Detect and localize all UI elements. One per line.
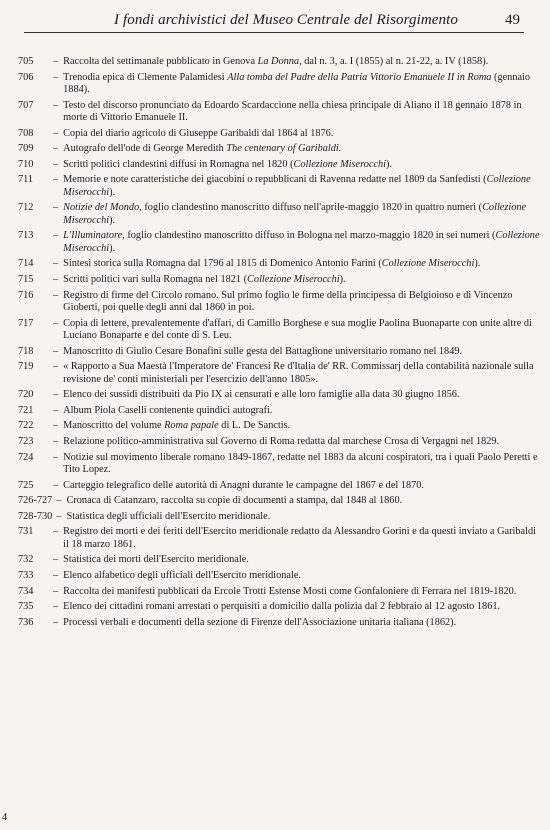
entry-dash: – <box>53 71 59 83</box>
entry-text-run: , foglio clandestino manoscritto diffuso in Bologna nel marzo-maggio 1820 in sei numeri ( <box>122 230 496 242</box>
entry-text <box>63 554 540 566</box>
entry-text <box>63 100 540 125</box>
entry-item <box>18 346 540 358</box>
entry-item <box>18 274 540 286</box>
entry-text-italic: Collezione Miserocchi <box>247 273 340 285</box>
entry-number: 736 <box>18 616 34 628</box>
entry-text <box>63 601 540 613</box>
entry-item <box>18 554 540 566</box>
entry-dash: – <box>53 554 59 566</box>
entry-text-run: Copia di lettere, prevalentemente d'affari, di Camillo Borghese e sua moglie Paolina Buonaparte con unite altre di Luciano Bonaparte e del conte di S. Leu. <box>63 317 532 341</box>
entry-item <box>18 174 540 199</box>
entry-text-run: ). <box>339 273 346 285</box>
entry-item <box>18 56 540 68</box>
entry-text <box>63 480 540 492</box>
entry-item <box>18 570 540 582</box>
entry-dash: – <box>53 258 59 270</box>
entry-dash: – <box>53 451 59 463</box>
entry-text <box>63 128 540 140</box>
entry-item <box>18 143 540 155</box>
entry-item <box>18 601 540 613</box>
entry-text-run: ). <box>109 186 116 198</box>
entry-dash: – <box>53 99 59 111</box>
entry-dash: – <box>53 230 59 242</box>
entry-text-run: Manoscritto di Giulio Cesare Bonafini sulle gesta del Battaglione universitario romano nel 1849. <box>63 345 463 357</box>
entry-text-run: Raccolta del settimanale pubblicato in Genova <box>63 56 258 67</box>
entry-text-run: Processi verbali e documenti della sezione di Firenze dell'Associazione unitaria italiana (1862). <box>63 616 457 628</box>
footer-mark: 4 <box>2 812 7 823</box>
entry-item <box>18 480 540 492</box>
entry-text <box>63 586 540 598</box>
entry-text <box>66 495 540 507</box>
entry-item <box>18 318 540 343</box>
entry-number: 715 <box>18 273 34 285</box>
entry-text-run: , dal n. 3, a. I (1855) al n. 21-22, a. IV (1858). <box>299 56 489 67</box>
entry-number: 724 <box>18 451 34 463</box>
entry-dash: – <box>53 361 59 373</box>
entry-item <box>18 159 540 171</box>
entry-item <box>18 389 540 401</box>
entry-text-italic: Collezione Miserocchi <box>293 158 387 170</box>
entry-number: 734 <box>18 585 34 597</box>
entry-number: 714 <box>18 258 34 270</box>
entry-item <box>18 290 540 315</box>
entry-text-run: Autografo dell'ode di George Meredith <box>63 143 227 155</box>
page-number: 49 <box>505 12 520 28</box>
entry-text-italic: Collezione Miserocchi <box>63 230 540 254</box>
entry-text <box>63 174 540 199</box>
entry-dash: – <box>53 569 59 581</box>
entry-item <box>18 202 540 227</box>
entry-text-run: « Rapporto a Sua Maestà l'Imperatore de' Francesi Re d'Italia de' RR. Commissarj della contabilità nazionale sulla revisione de' conti ministeriali per l'esercizio dell'anno 1805». <box>63 361 534 385</box>
entry-text-italic: Alla tomba del Padre della Patria Vittorio Emanuele II in Roma <box>227 71 492 83</box>
entry-dash: – <box>53 273 59 285</box>
entry-item <box>18 258 540 270</box>
entry-text <box>63 202 540 227</box>
entry-text-run: Copia del diario agricolo di Giuseppe Garibaldi dal 1864 al 1876. <box>63 127 334 139</box>
entry-number: 710 <box>18 158 34 170</box>
entry-item <box>18 420 540 432</box>
entry-text <box>63 290 540 315</box>
entry-number: 717 <box>18 317 34 329</box>
entry-dash: – <box>53 404 59 416</box>
entry-text <box>63 143 540 155</box>
entry-dash: – <box>53 420 59 432</box>
entry-number: 722 <box>18 420 34 432</box>
entry-text-run: Notizie sul movimento liberale romano 1849-1867, redatte nel 1883 da alcuni cospiratori, tra i quali Paolo Peretti e Tito Lopez. <box>63 451 538 475</box>
entry-item <box>18 526 540 551</box>
entry-dash: – <box>53 56 59 67</box>
entry-dash: – <box>53 143 59 155</box>
entry-number: 711 <box>18 174 34 186</box>
entry-text <box>63 570 540 582</box>
entry-number: 728-730 <box>18 510 53 522</box>
entry-text-italic: Notizie del Mondo <box>63 202 140 214</box>
entry-text-run: Album Piola Caselli contenente quindici autografi. <box>63 404 273 416</box>
entry-text <box>63 361 540 386</box>
entry-text-italic: L'Illuminatore <box>63 230 123 242</box>
entry-number: 712 <box>18 202 34 214</box>
entry-text <box>63 56 540 68</box>
entry-text-run: Statistica degli ufficiali dell'Esercito meridionale. <box>66 510 271 522</box>
entry-dash: – <box>53 389 59 401</box>
entry-text <box>63 389 540 401</box>
entry-item <box>18 452 540 477</box>
entry-text-run: ). <box>386 158 393 170</box>
entry-text <box>63 420 540 432</box>
entry-text-run: Elenco dei sussidi distribuiti da Pio IX ai censurati e alle loro famiglie alla data 30 giugno 1856. <box>63 389 460 401</box>
entry-dash: – <box>53 616 59 628</box>
entry-text-run: Trenodia epica di Clemente Palamidesi <box>63 71 228 83</box>
entry-number: 721 <box>18 404 34 416</box>
entry-text <box>63 274 540 286</box>
entry-dash: – <box>53 174 59 186</box>
entry-text-run: di L. De Sanctis. <box>218 420 291 432</box>
entry-text-run: Statistica dei morti dell'Esercito meridionale. <box>63 554 249 566</box>
entry-text-run: ). <box>109 214 116 226</box>
entry-text <box>63 436 540 448</box>
entry-text-run: Raccolta dei manifesti pubblicati da Ercole Trotti Estense Mosti come Gonfaloniere di Ferrara nel 1819-1820. <box>63 585 517 597</box>
entry-item <box>18 495 540 507</box>
entry-text-run: , foglio clandestino manoscritto diffuso nell'aprile-maggio 1820 in quattro numeri ( <box>139 202 483 214</box>
entry-number: 719 <box>18 361 34 373</box>
entry-text-run: Relazione politico-amministrativa sul Governo di Roma redatta dal marchese Crosa di Vergagni nel 1829. <box>63 435 500 447</box>
entry-number: 733 <box>18 569 34 581</box>
entry-number: 716 <box>18 289 34 301</box>
entry-text-italic: Collezione Miserocchi <box>381 258 475 270</box>
entry-dash: – <box>53 317 59 329</box>
entry-dash: – <box>53 289 59 301</box>
entry-item <box>18 436 540 448</box>
entry-text <box>63 526 540 551</box>
entry-number: 731 <box>18 526 34 538</box>
entry-text <box>63 258 540 270</box>
entry-item <box>18 405 540 417</box>
entry-text-italic: The centenary of Garibaldi. <box>226 143 342 155</box>
entry-text-italic: Roma papale <box>164 420 219 432</box>
entry-number: 718 <box>18 345 34 357</box>
entry-text <box>63 230 540 255</box>
entry-text <box>63 617 540 629</box>
entry-dash: – <box>56 510 62 522</box>
entry-text <box>63 72 540 97</box>
entry-list <box>18 56 540 632</box>
entry-item <box>18 361 540 386</box>
entry-number: 708 <box>18 127 34 139</box>
entry-dash: – <box>53 479 59 491</box>
entry-number: 713 <box>18 230 34 242</box>
entry-text <box>63 405 540 417</box>
entry-text-italic: La Donna <box>257 56 300 67</box>
entry-text-run: Sintesi storica sulla Romagna dal 1796 al 1815 di Domenico Antonio Farini ( <box>63 258 382 270</box>
entry-text-run: Elenco alfabetico degli ufficiali dell'Esercito meridionale. <box>63 569 301 581</box>
entry-text-run: Scritti politici clandestini diffusi in Romagna nel 1820 ( <box>63 158 294 170</box>
entry-text-run: Memorie e note caratteristiche dei giacobini o repubblicani di Ravenna redatte nel 1809 da Sanfedisti ( <box>63 174 487 186</box>
entry-text-run: Registro di firme del Circolo romano. Sul primo foglio le firme della principessa di Belgioioso e di Vincenzo Gioberti, poi quelle degli anni dal 1860 in poi. <box>63 289 513 313</box>
entry-dash: – <box>53 127 59 139</box>
running-header <box>24 10 524 33</box>
entry-number: 732 <box>18 554 34 566</box>
entry-dash: – <box>53 435 59 447</box>
running-title: I fondi archivistici del Museo Centrale del Risorgimento <box>114 12 459 28</box>
entry-dash: – <box>56 495 62 507</box>
entry-item <box>18 230 540 255</box>
entry-text-run: Testo del discorso pronunciato da Edoardo Scardaccione nella chiesa principale di Aliano il 18 gennaio 1878 in morte di Vittorio Emanuele II. <box>63 99 522 123</box>
entry-text-run: ). <box>109 242 116 254</box>
entry-number: 705 <box>18 56 34 67</box>
entry-text-run: Registro dei morti e dei feriti dell'Esercito meridionale redatto da Alessandro Gorini e da questi inviato a Garibaldi il 18 marzo 1861. <box>63 526 536 550</box>
entry-number: 709 <box>18 143 34 155</box>
entry-number: 735 <box>18 601 34 613</box>
entry-dash: – <box>53 158 59 170</box>
entry-item <box>18 586 540 598</box>
entry-text <box>66 511 540 523</box>
entry-item <box>18 128 540 140</box>
entry-item <box>18 617 540 629</box>
entry-dash: – <box>53 345 59 357</box>
entry-text-run: Cronaca di Catanzaro, raccolta su copie di documenti a stampa, dal 1848 al 1860. <box>66 495 403 507</box>
entry-text <box>63 159 540 171</box>
entry-text-run: Manoscritto del volume <box>63 420 165 432</box>
entry-text-italic: Collezione Miserocchi <box>63 202 527 226</box>
entry-text-run: Elenco dei cittadini romani arrestati o perquisiti a domicilio dalla polizia dal 2 febbraio al 12 agosto 1861. <box>63 601 501 613</box>
entry-text-italic: Collezione Miserocchi <box>63 174 531 198</box>
entry-item <box>18 100 540 125</box>
entry-number: 725 <box>18 479 34 491</box>
entry-text-run: Carteggio telegrafico delle autorità di Anagni durante le campagne del 1867 e del 1870. <box>63 479 424 491</box>
entry-number: 726-727 <box>18 495 53 507</box>
entry-text <box>63 346 540 358</box>
entry-dash: – <box>53 202 59 214</box>
entry-number: 720 <box>18 389 34 401</box>
entry-number: 723 <box>18 435 34 447</box>
entry-item <box>18 511 540 523</box>
entry-number: 707 <box>18 99 34 111</box>
entry-number: 706 <box>18 71 34 83</box>
entry-dash: – <box>53 526 59 538</box>
entry-text-run: ). <box>474 258 481 270</box>
entry-text <box>63 318 540 343</box>
entry-dash: – <box>53 601 59 613</box>
entry-item <box>18 72 540 97</box>
entry-text <box>63 452 540 477</box>
entry-text-run: (gennaio 1884). <box>63 71 531 95</box>
entry-text-run: Scritti politici vari sulla Romagna nel 1821 ( <box>63 273 248 285</box>
entry-dash: – <box>53 585 59 597</box>
